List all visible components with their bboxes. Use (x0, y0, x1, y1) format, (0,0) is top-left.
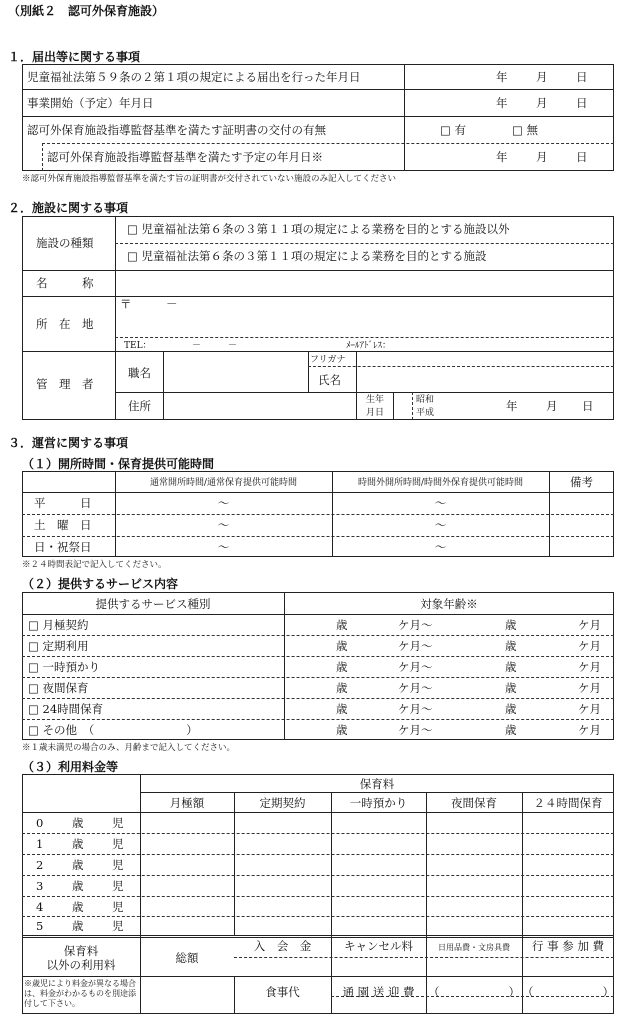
fee-col-night: 夜間保育 (451, 796, 497, 810)
age-row-number: 2 (36, 858, 44, 872)
section1-note: ※認可外保育施設指導監督基準を満たす旨の証明書が交付されていない施設のみ記入してください (22, 174, 397, 184)
weekday-normal-hours[interactable]: ～ (217, 496, 230, 510)
age-row-ji: 児 (112, 837, 124, 851)
age-from-months[interactable]: ケ月～ (398, 618, 433, 632)
weekday-label: 平 日 (34, 496, 92, 510)
service-type-header: 提供するサービス種別 (95, 597, 211, 611)
age-from-years[interactable]: 歳 (336, 723, 348, 737)
person-name-label: 氏名 (318, 373, 341, 387)
facility-type-option-1[interactable]: □ 児童福祉法第６条の３第１１項の規定による業務を目的とする施設以外 (127, 222, 510, 236)
event-fee-label: 行 事 参 加 費 (531, 939, 605, 953)
birth-year[interactable]: 年 (506, 399, 518, 413)
postal-code-field[interactable]: 〒 － (120, 297, 178, 311)
age-to-months[interactable]: ケ月 (578, 702, 601, 716)
fee-col-temporary: 一時預かり (349, 796, 408, 810)
age-to-years[interactable]: 歳 (505, 723, 517, 737)
certificate-label: 認可外保育施設指導監督基準を満たす証明書の交付の有無 (27, 123, 326, 137)
service-temporary-checkbox[interactable]: □ 一時預かり (28, 660, 101, 674)
remarks-header: 備考 (570, 475, 593, 489)
age-row-ji: 児 (112, 816, 124, 830)
age-row-sai: 歳 (72, 858, 84, 872)
hours-note: ※２４時間表記で記入してください。 (22, 560, 167, 570)
saturday-normal-hours[interactable]: ～ (217, 518, 230, 532)
other-fees-note-2: は、料金がわかるものを別途添 (24, 989, 136, 998)
notif-year[interactable]: 年 (496, 70, 508, 84)
entrance-fee-label: 入 会 金 (253, 939, 312, 953)
service-night-checkbox[interactable]: □ 夜間保育 (28, 681, 89, 695)
email-field[interactable]: ﾒｰﾙｱﾄﾞﾚｽ： (346, 341, 392, 351)
facility-address-label: 所 在 地 (36, 317, 94, 331)
manager-label: 管 理 者 (36, 377, 94, 391)
birth-month[interactable]: 月 (546, 399, 558, 413)
age-from-months[interactable]: ケ月～ (398, 639, 433, 653)
age-to-years[interactable]: 歳 (505, 639, 517, 653)
weekday-extra-hours[interactable]: ～ (434, 496, 447, 510)
cancel-fee-label: キャンセル料 (344, 939, 413, 953)
custom-fee-field-1[interactable]: （ ） (428, 985, 520, 999)
services-subheading: （２）提供するサービス内容 (22, 577, 179, 591)
childcare-fee-header: 保育料 (359, 777, 395, 791)
cert-no-checkbox[interactable]: □ 無 (512, 123, 539, 137)
facility-name-label: 名 称 (36, 276, 94, 290)
other-fees-label-2: 以外の利用料 (46, 958, 116, 972)
custom-fee-field-2[interactable]: （ ） (522, 985, 614, 999)
age-from-months[interactable]: ケ月～ (398, 702, 433, 716)
start-year[interactable]: 年 (496, 96, 508, 110)
form-title: （別紙２ 認可外保育施設） (8, 4, 165, 18)
fee-col-24h: ２４時間保育 (533, 796, 603, 810)
fee-col-regular: 定期契約 (259, 796, 306, 810)
age-from-years[interactable]: 歳 (336, 660, 348, 674)
age-row-ji: 児 (112, 879, 124, 893)
holiday-normal-hours[interactable]: ～ (217, 540, 230, 554)
holiday-extra-hours[interactable]: ～ (434, 540, 447, 554)
birth-label-2: 月日 (366, 408, 385, 418)
manager-address-label: 住所 (128, 399, 151, 413)
cert-yes-checkbox[interactable]: □ 有 (440, 123, 467, 137)
era-heisei[interactable]: 平成 (416, 408, 435, 418)
meal-fee-label: 食事代 (265, 985, 300, 999)
age-row-ji: 児 (112, 858, 124, 872)
age-row-ji: 児 (112, 919, 124, 933)
age-from-years[interactable]: 歳 (336, 702, 348, 716)
supplies-fee-label: 日用品費・文房具費 (438, 943, 510, 952)
birth-label-1: 生年 (366, 395, 385, 405)
facility-type-label: 施設の種類 (36, 236, 94, 250)
job-title-label: 職名 (128, 366, 151, 380)
section1-heading: １．届出等に関する事項 (8, 50, 141, 64)
expected-month[interactable]: 月 (536, 150, 548, 164)
fees-subheading: （３）利用料金等 (22, 760, 119, 774)
saturday-extra-hours[interactable]: ～ (434, 518, 447, 532)
target-age-header: 対象年齢※ (420, 597, 478, 611)
furigana-label: フリガナ (310, 355, 346, 365)
hours-subheading: （１）開所時間・保育提供可能時間 (22, 457, 215, 471)
age-to-months[interactable]: ケ月 (578, 618, 601, 632)
extra-hours-header: 時間外開所時間/時間外保育提供可能時間 (357, 478, 524, 488)
age-from-months[interactable]: ケ月～ (398, 723, 433, 737)
birth-day[interactable]: 日 (582, 399, 594, 413)
age-row-number: 3 (36, 879, 44, 893)
age-from-years[interactable]: 歳 (336, 639, 348, 653)
fee-col-monthly: 月極額 (169, 796, 205, 810)
start-day[interactable]: 日 (576, 96, 588, 110)
age-row-ji: 児 (112, 900, 124, 914)
services-note: ※１歳未満児の場合のみ、月齢まで記入してください。 (22, 743, 236, 753)
age-to-months[interactable]: ケ月 (578, 723, 601, 737)
section2-heading: ２．施設に関する事項 (8, 201, 129, 215)
age-row-sai: 歳 (72, 879, 84, 893)
tel-field[interactable]: TEL： － － (124, 341, 238, 351)
age-row-sai: 歳 (72, 900, 84, 914)
age-from-years[interactable]: 歳 (336, 681, 348, 695)
age-to-years[interactable]: 歳 (505, 681, 517, 695)
age-row-sai: 歳 (72, 816, 84, 830)
start-month[interactable]: 月 (536, 96, 548, 110)
age-from-months[interactable]: ケ月～ (398, 681, 433, 695)
other-fees-label-1: 保育料 (63, 944, 99, 958)
notif-month[interactable]: 月 (536, 70, 548, 84)
service-24h-checkbox[interactable]: □ 24時間保育 (28, 702, 104, 716)
other-fees-note-1: ※歳児により料金が異なる場合 (24, 979, 136, 988)
era-showa[interactable]: 昭和 (416, 395, 435, 405)
start-date-label: 事業開始（予定）年月日 (27, 96, 154, 110)
age-to-months[interactable]: ケ月 (578, 639, 601, 653)
age-row-sai: 歳 (72, 837, 84, 851)
age-to-months[interactable]: ケ月 (578, 660, 601, 674)
expected-date-label: 認可外保育施設指導監督基準を満たす予定の年月日※ (47, 150, 323, 164)
total-label: 総額 (175, 951, 199, 965)
age-row-number: 0 (36, 816, 44, 830)
normal-hours-header: 通常開所時間/通常保育提供可能時間 (149, 478, 298, 488)
age-to-years[interactable]: 歳 (505, 618, 517, 632)
age-row-number: 5 (36, 919, 44, 933)
facility-type-option-2[interactable]: □ 児童福祉法第６条の３第１１項の規定による業務を目的とする施設 (127, 249, 487, 263)
service-monthly-checkbox[interactable]: □ 月極契約 (28, 618, 89, 632)
age-from-years[interactable]: 歳 (336, 618, 348, 632)
service-regular-checkbox[interactable]: □ 定期利用 (28, 639, 89, 653)
holiday-label: 日・祝祭日 (34, 540, 92, 554)
age-row-number: 4 (36, 900, 44, 914)
other-fees-note-3: 付して下さい。 (24, 999, 80, 1008)
age-to-years[interactable]: 歳 (505, 660, 517, 674)
age-from-months[interactable]: ケ月～ (398, 660, 433, 674)
age-row-sai: 歳 (72, 919, 84, 933)
service-other-checkbox[interactable]: □ その他 （ ） (28, 723, 198, 737)
age-to-years[interactable]: 歳 (505, 702, 517, 716)
section3-heading: ３．運営に関する事項 (8, 436, 129, 450)
saturday-label: 土 曜 日 (34, 518, 92, 532)
expected-day[interactable]: 日 (576, 150, 588, 164)
transport-fee-label: 通 園 送 迎 費 (342, 985, 415, 999)
age-row-number: 1 (36, 837, 44, 851)
age-to-months[interactable]: ケ月 (578, 681, 601, 695)
notification-date-label: 児童福祉法第５９条の２第１項の規定による届出を行った年月日 (27, 70, 361, 84)
expected-year[interactable]: 年 (496, 150, 508, 164)
notif-day[interactable]: 日 (576, 70, 588, 84)
